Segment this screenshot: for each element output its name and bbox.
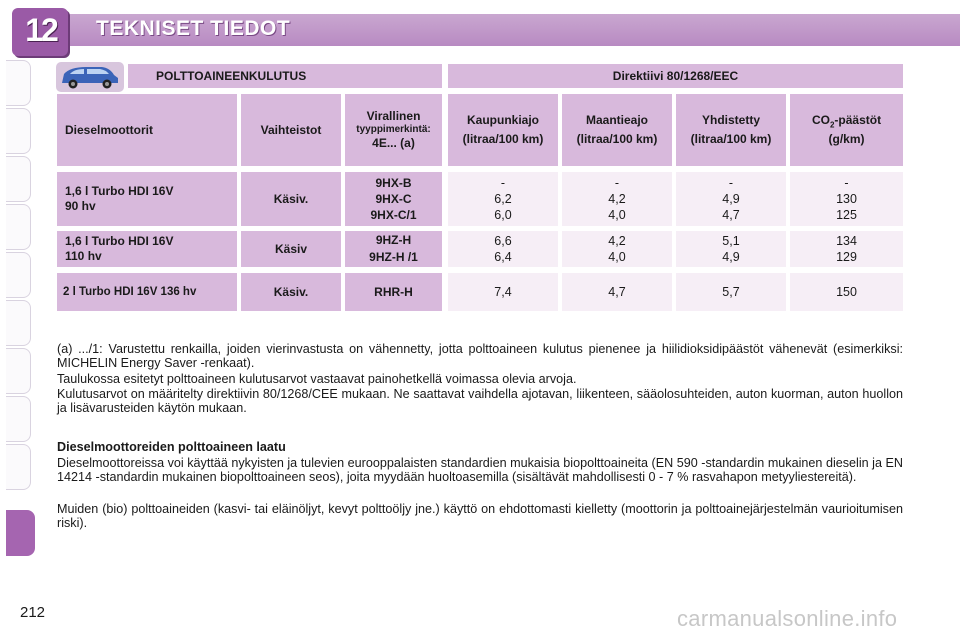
co2-subscript: 2 bbox=[829, 120, 835, 130]
co2-label: CO bbox=[811, 112, 830, 127]
table-row-variants: RHR-H bbox=[345, 273, 442, 311]
header-urban-line1: Kaupunkiajo bbox=[466, 113, 539, 127]
value: 125 bbox=[836, 208, 857, 222]
table-row-urban: 7,4 bbox=[448, 273, 558, 311]
table-row-engine bbox=[57, 172, 237, 226]
chapter-tab[interactable] bbox=[6, 348, 31, 394]
engine-line2: 110 hv bbox=[65, 249, 102, 263]
header-combined-line1: Yhdistetty bbox=[701, 113, 760, 127]
value: - bbox=[614, 176, 620, 190]
header-combined-line2: (litraa/100 km) bbox=[690, 132, 772, 146]
variant-code: 9HX-C/1 bbox=[370, 208, 417, 222]
table-title-right: Direktiivi 80/1268/EEC bbox=[612, 68, 739, 83]
value: 134 bbox=[836, 234, 857, 248]
header-extra-line1: Maantieajo bbox=[585, 113, 648, 127]
watermark: carmanualsonline.info bbox=[677, 606, 898, 631]
value: 129 bbox=[836, 250, 857, 264]
note-directive: Kulutusarvot on määritelty direktiivin 80/1268/CEE mukaan. Ne saattavat vaihdella ajotavan, liikenteen, sääolosuhteiden, auton kuorman, auton huollon ja lisävarusteiden käytön mukaan. bbox=[57, 387, 903, 415]
header-variant bbox=[345, 94, 442, 166]
table-row-co2 bbox=[790, 172, 903, 226]
header-extra-urban bbox=[562, 94, 672, 166]
page-number: 212 bbox=[20, 604, 46, 621]
chapter-tabs bbox=[0, 60, 32, 580]
chapter-tab[interactable] bbox=[6, 108, 31, 154]
header-combined bbox=[676, 94, 786, 166]
value: 6,6 bbox=[494, 234, 512, 248]
value: 4,2 bbox=[608, 192, 626, 206]
chapter-tab[interactable] bbox=[6, 396, 31, 442]
header-co2 bbox=[790, 94, 903, 166]
header-engine: Dieselmoottorit bbox=[57, 94, 237, 166]
header-urban bbox=[448, 94, 558, 166]
header-co2-line1 bbox=[812, 113, 881, 132]
note-prohibited: Muiden (bio) polttoaineiden (kasvi- tai eläinöljyt, kevyt polttoöljy jne.) käyttö on ehdottomasti kielletty (moottorin ja polttoainejärjestelmän vaurioitumisen riski). bbox=[57, 502, 903, 530]
section-heading: Dieselmoottoreiden polttoaineen laatu bbox=[57, 440, 286, 454]
table-row-co2 bbox=[790, 231, 903, 267]
value: 130 bbox=[836, 192, 857, 206]
value: 4,2 bbox=[608, 234, 626, 248]
variant-code: 9HZ-H /1 bbox=[369, 250, 418, 264]
table-row-combined bbox=[676, 231, 786, 267]
variant-code: 9HX-C bbox=[375, 192, 412, 206]
header-variant-line2: tyyppimerkintä: bbox=[356, 124, 431, 135]
chapter-title: TEKNISET TIEDOT bbox=[96, 17, 291, 40]
value: - bbox=[500, 176, 506, 190]
table-row-gearbox: Käsiv bbox=[241, 231, 341, 267]
chapter-tab[interactable] bbox=[6, 252, 31, 298]
value: 6,4 bbox=[494, 250, 512, 264]
table-row-gearbox: Käsiv. bbox=[241, 172, 341, 226]
table-row-combined: 5,7 bbox=[676, 273, 786, 311]
engine-line1: 1,6 l Turbo HDI 16V bbox=[65, 184, 174, 198]
table-row-variants bbox=[345, 231, 442, 267]
table-row-gearbox: Käsiv. bbox=[241, 273, 341, 311]
value: - bbox=[844, 176, 849, 190]
table-row-extra bbox=[562, 172, 672, 226]
note-biofuel: Dieselmoottoreissa voi käyttää nykyisten ja tulevien eurooppalaisten standardien mukaisia biopolttoaineita (EN 590 -standardin mukainen dieselin ja EN 14214 -standardin mukainen biopolttoaineen seos), joita myydään huoltoasemilla (sisältävät mahdollisesti 0 - 7 % rasvahapon metyyliestereitä). bbox=[57, 456, 903, 484]
header-variant-line3: 4E... (a) bbox=[372, 136, 415, 150]
table-row-extra: 4,7 bbox=[562, 273, 672, 311]
co2-suffix: -päästöt bbox=[834, 112, 882, 127]
header-urban-line2: (litraa/100 km) bbox=[462, 132, 544, 146]
table-row-extra bbox=[562, 231, 672, 267]
chapter-tab[interactable] bbox=[6, 156, 31, 202]
table-row-engine bbox=[57, 231, 237, 267]
chapter-tab[interactable] bbox=[6, 204, 31, 250]
chapter-tab[interactable] bbox=[6, 444, 31, 490]
engine-line1: 1,6 l Turbo HDI 16V bbox=[65, 234, 174, 248]
value: 4,9 bbox=[722, 192, 740, 206]
variant-code: 9HZ-H bbox=[375, 233, 412, 247]
value: 5,1 bbox=[722, 234, 740, 248]
chapter-number: 12 bbox=[25, 12, 57, 48]
table-row-urban bbox=[448, 231, 558, 267]
engine-line2: 90 hv bbox=[65, 199, 96, 213]
table-title-left: POLTTOAINEENKULUTUS bbox=[156, 68, 307, 83]
value: 4,0 bbox=[608, 208, 626, 222]
header-extra-line2: (litraa/100 km) bbox=[576, 132, 658, 146]
car-icon bbox=[56, 62, 124, 92]
note-values: Taulukossa esitetyt polttoaineen kulutusarvot vastaavat painohetkellä voimassa olevia arvoja. bbox=[57, 372, 577, 386]
chapter-tab-active[interactable] bbox=[6, 510, 35, 556]
table-row-urban bbox=[448, 172, 558, 226]
note-a: (a) .../1: Varustettu renkailla, joiden vierinvastusta on vähennetty, jotta polttoaineen kulutus pienenee ja hiilidioksidipäästöt vähenevät (esimerkiksi: MICHELIN Energy Saver -renkaat). bbox=[57, 342, 903, 370]
value: 4,7 bbox=[722, 208, 740, 222]
chapter-tab[interactable] bbox=[6, 60, 31, 106]
table-row-co2: 150 bbox=[790, 273, 903, 311]
table-row-combined bbox=[676, 172, 786, 226]
value: 6,0 bbox=[494, 208, 512, 222]
table-row-variants bbox=[345, 172, 442, 226]
value: 6,2 bbox=[494, 192, 512, 206]
header-co2-line2: (g/km) bbox=[828, 132, 865, 147]
value: 4,0 bbox=[608, 250, 626, 264]
chapter-tab[interactable] bbox=[6, 300, 31, 346]
header-gearbox: Vaihteistot bbox=[241, 94, 341, 166]
header-variant-line1: Virallinen bbox=[366, 109, 421, 123]
value: - bbox=[728, 176, 734, 190]
table-row-engine: 2 l Turbo HDI 16V 136 hv bbox=[57, 273, 237, 311]
variant-code: 9HX-B bbox=[375, 176, 412, 190]
value: 4,9 bbox=[722, 250, 740, 264]
